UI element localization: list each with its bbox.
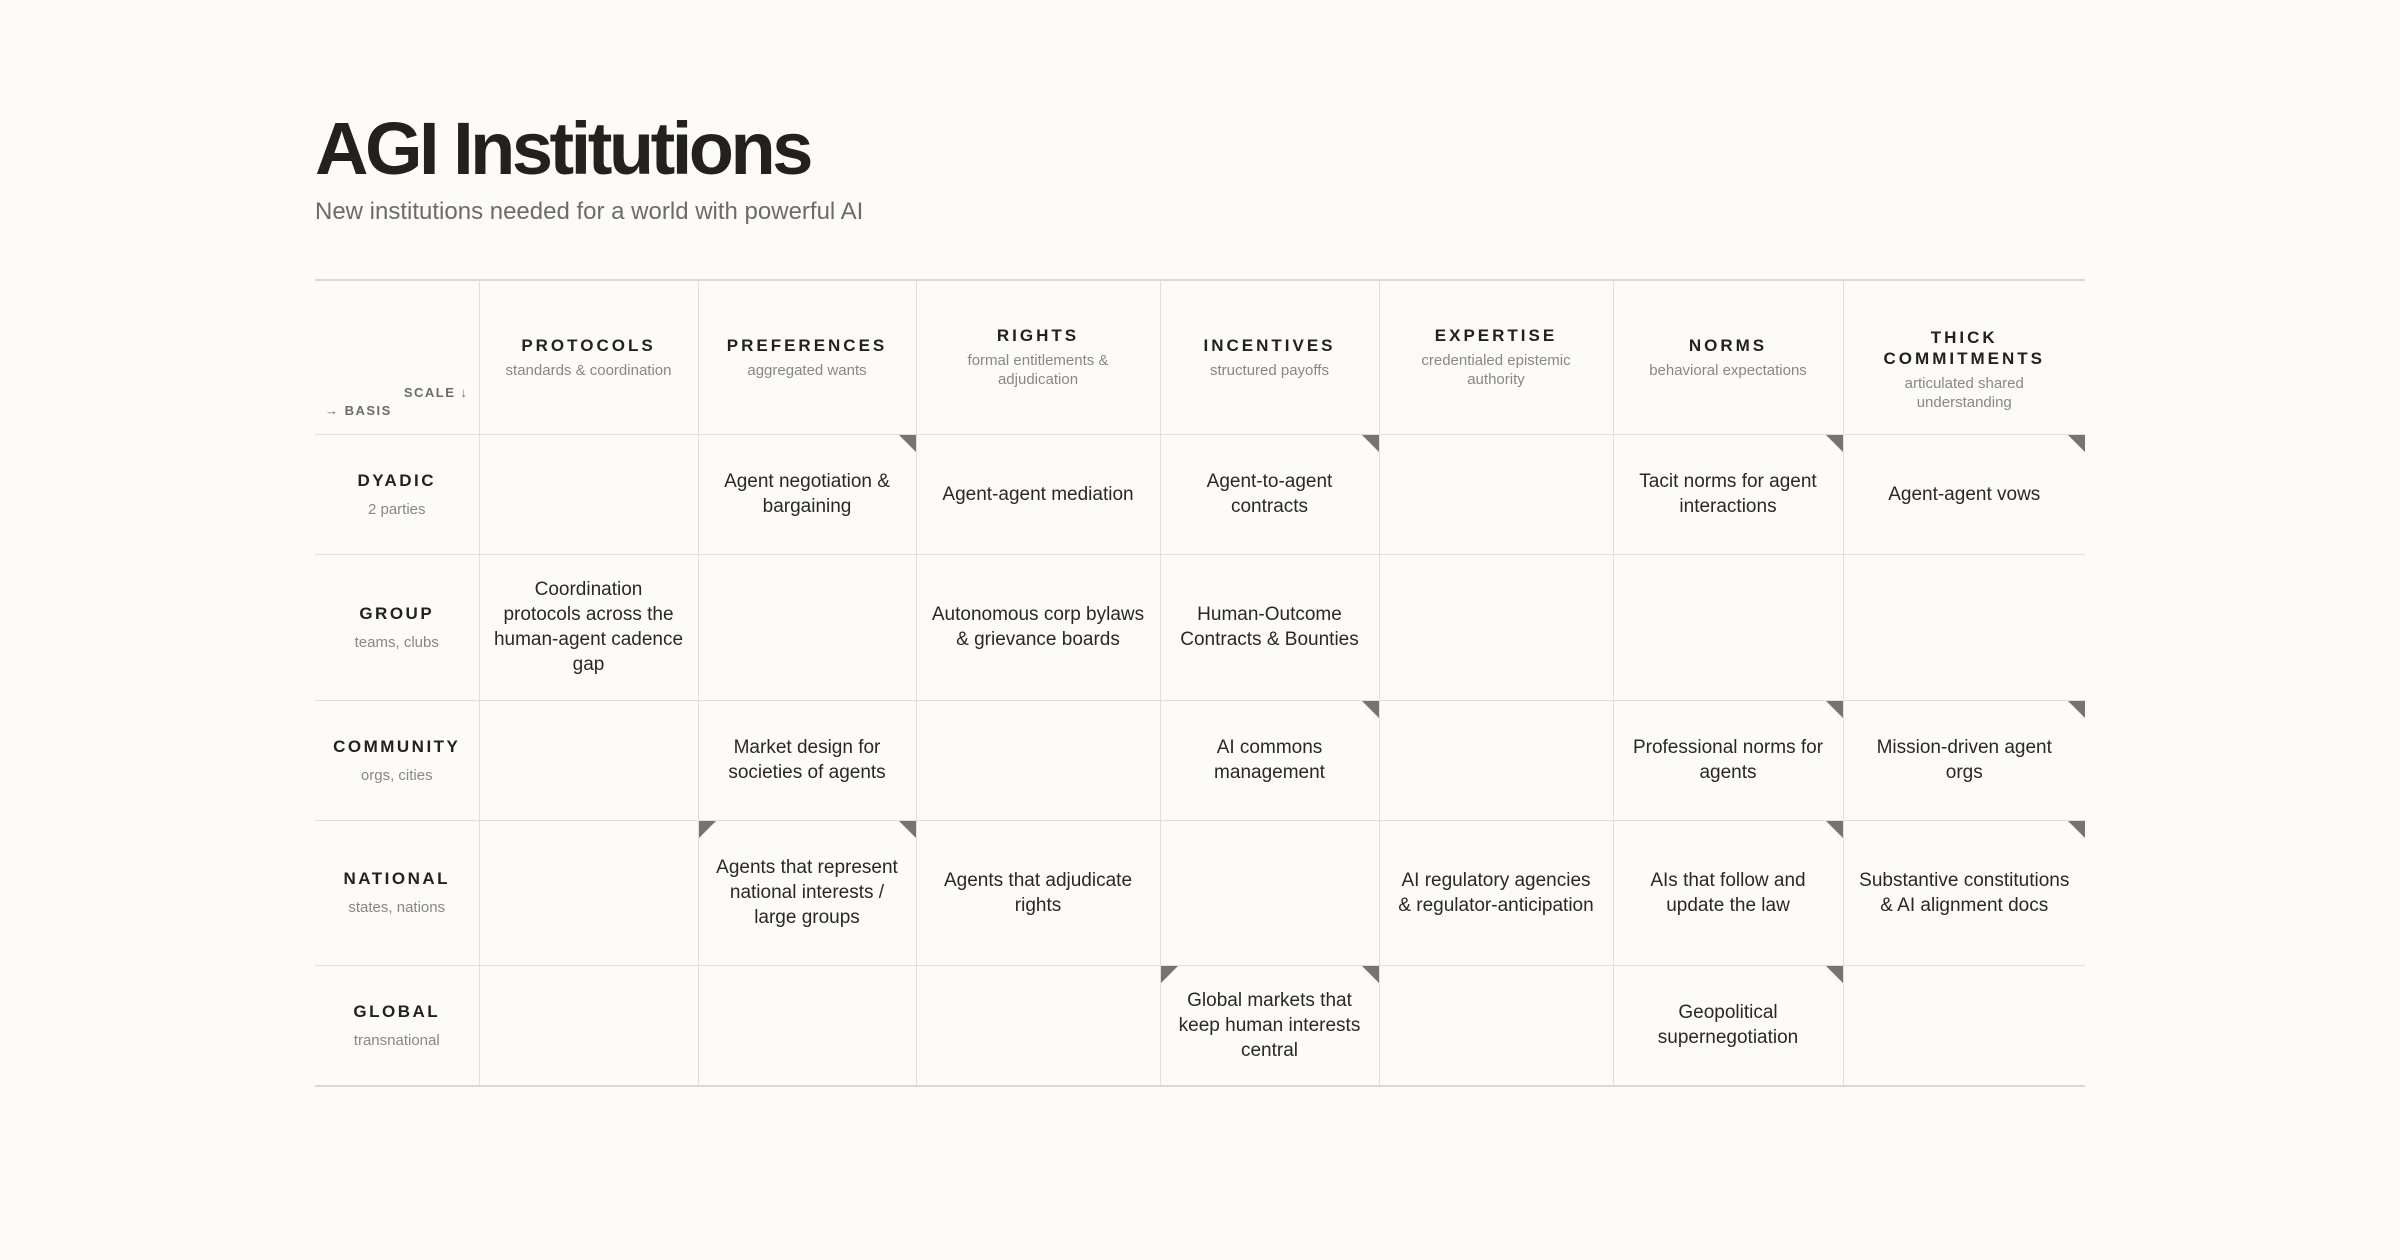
column-header-protocols [479, 280, 698, 434]
grid-cell [1160, 700, 1379, 820]
cell-text: Market design for societies of agents [728, 737, 886, 783]
column-header-norms [1613, 280, 1843, 434]
column-label: PREFERENCES [726, 335, 888, 355]
column-label: THICK COMMITMENTS [1883, 328, 2045, 369]
grid-cell [1613, 965, 1843, 1086]
cell-text: Substantive constitutions & AI alignment docs [1859, 869, 2070, 916]
column-header-preferences [698, 280, 916, 434]
corner-marker-icon [1826, 821, 1843, 838]
row-label: NATIONAL [343, 869, 451, 888]
cell-text: Agent-to-agent contracts [1206, 471, 1333, 517]
row-description: states, nations [348, 899, 446, 916]
grid-cell [479, 700, 698, 820]
cell-text: Global markets that keep human interests central [1178, 989, 1361, 1061]
row-description: transnational [353, 1031, 440, 1049]
corner-marker-icon [1362, 966, 1379, 983]
grid-cell [479, 965, 698, 1086]
grid-cell [916, 965, 1160, 1086]
row-label: COMMUNITY [333, 736, 461, 756]
grid-cell [916, 820, 1160, 965]
row-header-national [315, 820, 479, 965]
grid-cell [698, 434, 916, 554]
grid-cell [479, 434, 698, 554]
corner-marker-icon [2068, 435, 2085, 452]
column-header-expertise [1379, 280, 1613, 434]
grid-cell [698, 700, 916, 820]
column-description: aggregated wants [747, 361, 867, 379]
cell-text: AI regulatory agencies & regulator-anticipation [1398, 869, 1594, 916]
column-description: standards & coordination [505, 361, 672, 379]
corner-marker-icon [1161, 966, 1178, 983]
row-header-global [315, 965, 479, 1086]
grid-cell [1160, 434, 1379, 554]
institutions-grid [315, 279, 2085, 1087]
column-description: formal entitlements & adjudication [967, 352, 1109, 389]
column-description: behavioral expectations [1649, 361, 1807, 379]
column-description: structured payoffs [1210, 361, 1329, 379]
grid-cell [479, 820, 698, 965]
grid-cell [1379, 700, 1613, 820]
grid-cell [698, 820, 916, 965]
cell-text: Tacit norms for agent interactions [1639, 471, 1817, 517]
corner-marker-icon [1362, 435, 1379, 452]
grid-cell [1379, 965, 1613, 1086]
grid-cell [1160, 820, 1379, 965]
grid-cell [1379, 554, 1613, 700]
cell-text: Human-Outcome Contracts & Bounties [1180, 604, 1359, 650]
column-label: INCENTIVES [1203, 335, 1336, 355]
page-subtitle: New institutions needed for a world with powerful AI [315, 198, 864, 225]
column-label: EXPERTISE [1434, 326, 1558, 346]
column-description: credentialed epistemic authority [1421, 352, 1571, 389]
grid-cell [1843, 434, 2085, 554]
grid-cell [1613, 820, 1843, 965]
row-header-dyadic [315, 434, 479, 554]
cell-text: Autonomous corp bylaws & grievance boards [931, 604, 1145, 650]
cell-text: Agents that represent national interests / large groups [716, 857, 898, 928]
corner-marker-icon [2068, 701, 2085, 718]
corner-marker-icon [699, 821, 716, 838]
grid-cell [916, 434, 1160, 554]
row-header-community [315, 700, 479, 820]
corner-marker-icon [2068, 821, 2085, 838]
row-header-group [315, 554, 479, 700]
column-header-incentives [1160, 280, 1379, 434]
corner-marker-icon [899, 435, 916, 452]
column-header-rights [916, 280, 1160, 434]
grid-cell [1843, 965, 2085, 1086]
row-description: orgs, cities [360, 766, 433, 784]
cell-text: Agent-agent mediation [942, 483, 1134, 505]
cell-text: Agents that adjudicate rights [943, 869, 1133, 916]
grid-cell [1843, 700, 2085, 820]
column-label: NORMS [1688, 335, 1768, 355]
grid-cell [1613, 434, 1843, 554]
grid-cell [1379, 820, 1613, 965]
column-description: articulated shared understanding [1904, 375, 2024, 412]
cell-text: Professional norms for agents [1632, 737, 1824, 783]
cell-text: Geopolitical supernegotiation [1657, 1002, 1799, 1049]
grid-cell [479, 554, 698, 700]
grid-cell [1160, 965, 1379, 1086]
cell-text: Agent-agent vows [1888, 483, 2041, 505]
cell-text: AI commons management [1214, 737, 1325, 783]
corner-marker-icon [899, 821, 916, 838]
grid-cell [698, 965, 916, 1086]
basis-axis-label: → BASIS [325, 403, 392, 418]
grid-cell [1613, 554, 1843, 700]
grid-cell [916, 554, 1160, 700]
row-label: DYADIC [357, 470, 437, 490]
corner-marker-icon [1826, 966, 1843, 983]
scale-axis-label: SCALE ↓ [403, 385, 469, 400]
grid-cell [916, 700, 1160, 820]
row-description: 2 parties [367, 500, 426, 518]
cell-text: AIs that follow and update the law [1650, 869, 1806, 916]
cell-text: Agent negotiation & bargaining [724, 471, 890, 517]
column-header-thick-commitments [1843, 280, 2085, 434]
row-label: GLOBAL [353, 1001, 441, 1021]
grid-cell [1160, 554, 1379, 700]
page-title: AGI Institutions [315, 107, 810, 190]
cell-text: Coordination protocols across the human-agent cadence gap [493, 579, 684, 675]
column-label: PROTOCOLS [521, 335, 656, 355]
cell-text: Mission-driven agent orgs [1876, 737, 2052, 783]
corner-marker-icon [1826, 435, 1843, 452]
grid-cell [1613, 700, 1843, 820]
grid-cell [698, 554, 916, 700]
row-label: GROUP [359, 603, 435, 623]
column-label: RIGHTS [996, 326, 1080, 346]
axis-corner [315, 280, 479, 434]
grid-cell [1379, 434, 1613, 554]
corner-marker-icon [1826, 701, 1843, 718]
corner-marker-icon [1362, 701, 1379, 718]
row-description: teams, clubs [354, 633, 439, 651]
grid-cell [1843, 820, 2085, 965]
grid-cell [1843, 554, 2085, 700]
